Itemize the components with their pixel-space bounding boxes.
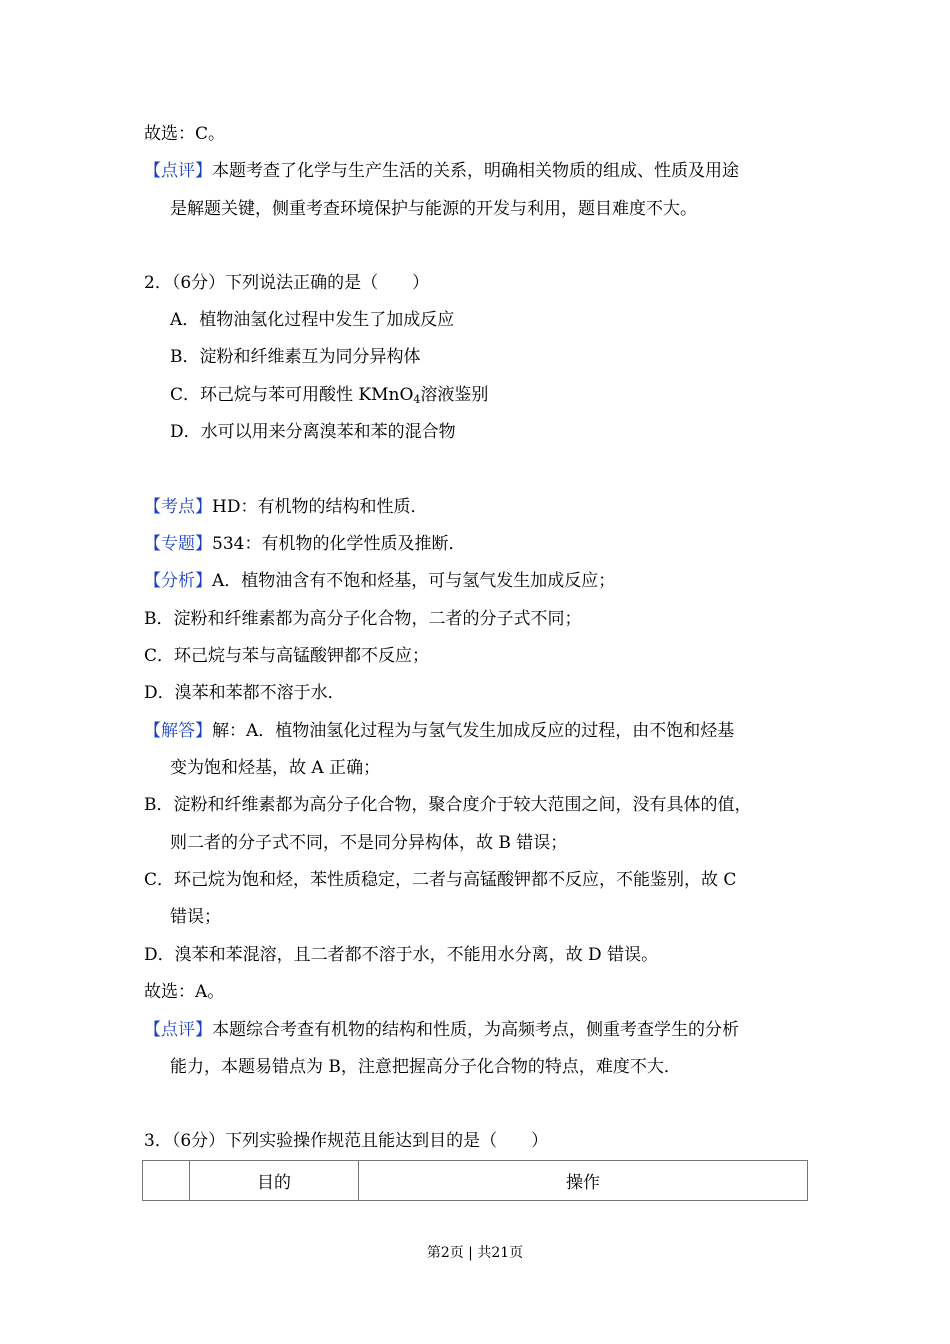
q1-comment-text: 本题考查了化学与生产生活的关系，明确相关物质的组成、性质及用途	[212, 161, 739, 181]
q2-fenxi	[144, 569, 615, 593]
q2-option-d: D．水可以用来分离溴苯和苯的混合物	[170, 422, 456, 442]
q1-comment-line1	[144, 159, 739, 183]
table-header-cell: 目的	[190, 1161, 359, 1201]
kaodian-tag: 【考点】	[144, 497, 212, 517]
q2-kaodian	[144, 495, 427, 519]
jieda-a1: 解：A．植物油氢化过程为与氢气发生加成反应的过程，由不饱和烃基	[212, 721, 735, 741]
q2-fenxi-d: D．溴苯和苯都不溶于水．	[144, 683, 345, 703]
q2-zhuanti	[144, 532, 465, 556]
table-header-row	[143, 1161, 808, 1201]
q2-jieda-b1: B．淀粉和纤维素都为高分子化合物，聚合度介于较大范围之间，没有具体的值，	[144, 795, 752, 815]
q2-option-b: B．淀粉和纤维素互为同分异构体	[170, 347, 421, 367]
q2-option-a: A．植物油氢化过程中发生了加成反应	[170, 310, 455, 330]
q2-comment-line2: 能力，本题易错点为 B，注意把握高分子化合物的特点，难度不大．	[170, 1057, 681, 1077]
q2-jieda-d: D．溴苯和苯混溶，且二者都不溶于水，不能用水分离，故 D 错误。	[144, 945, 659, 965]
q2-fenxi-c: C．环己烷与苯与高锰酸钾都不反应；	[144, 646, 430, 666]
q2-fenxi-b: B．淀粉和纤维素都为高分子化合物，二者的分子式不同；	[144, 609, 582, 629]
q3-stem: 3．（6分）下列实验操作规范且能达到目的是（ ）	[144, 1131, 549, 1151]
option-c-suffix: 溶液鉴别	[420, 385, 489, 405]
jieda-tag: 【解答】	[144, 721, 212, 741]
q2-comment-line1	[144, 1018, 739, 1042]
option-c-subscript: 4	[413, 393, 421, 406]
comment-tag: 【点评】	[144, 1020, 212, 1040]
kaodian-text: HD：有机物的结构和性质．	[212, 497, 428, 517]
zhuanti-tag: 【专题】	[144, 534, 212, 554]
q1-answer: 故选：C。	[144, 124, 226, 144]
page-footer: 第2页 | 共21页	[426, 1245, 524, 1261]
q2-jieda-c2: 错误；	[170, 907, 221, 927]
q2-stem: 2．（6分）下列说法正确的是（ ）	[144, 273, 430, 293]
zhuanti-text: 534：有机物的化学性质及推断．	[212, 534, 466, 554]
q2-jieda-a2: 变为饱和烃基，故 A 正确；	[170, 758, 381, 778]
q2-answer: 故选：A。	[144, 982, 225, 1002]
q2-comment-text: 本题综合考查有机物的结构和性质，为高频考点，侧重考查学生的分析	[212, 1020, 739, 1040]
q2-option-c	[170, 383, 488, 412]
fenxi-tag: 【分析】	[144, 571, 212, 591]
q3-table	[142, 1160, 808, 1201]
q2-jieda-b2: 则二者的分子式不同，不是同分异构体，故 B 错误；	[170, 833, 568, 853]
q1-comment-line2: 是解题关键，侧重考查环境保护与能源的开发与利用，题目难度不大。	[170, 199, 697, 219]
table-header-cell: 操作	[359, 1161, 808, 1201]
comment-tag: 【点评】	[144, 161, 212, 181]
q2-jieda-c1: C．环己烷为饱和烃，苯性质稳定，二者与高锰酸钾都不反应，不能鉴别，故 C	[144, 870, 737, 890]
option-c-text: C．环己烷与苯可用酸性 KMnO	[170, 385, 414, 405]
fenxi-a: A．植物油含有不饱和烃基，可与氢气发生加成反应；	[212, 571, 616, 591]
q2-jieda	[144, 719, 734, 743]
table-header-cell	[143, 1161, 190, 1201]
